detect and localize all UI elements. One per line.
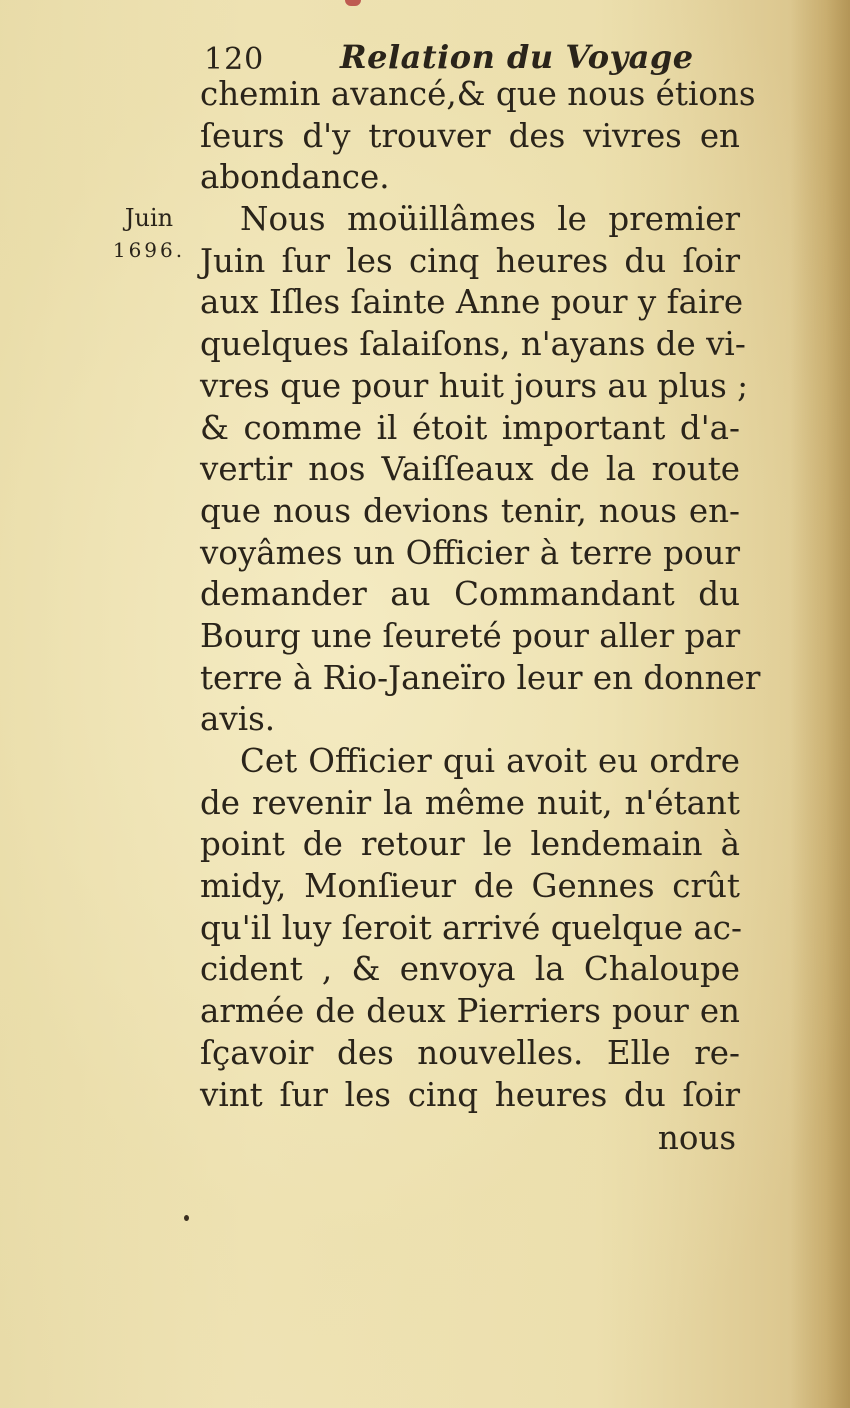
text-line: demander au Commandant du <box>200 575 740 614</box>
text-line: armée de deux Pierriers pour en <box>200 992 740 1031</box>
page-edge-shading <box>790 0 850 1408</box>
text-line: qu'il luy ſeroit arrivé quelque ac- <box>200 908 742 947</box>
text-line: abondance. <box>200 158 390 197</box>
margin-note-date <box>104 202 194 266</box>
text-line: que nous devions tenir, nous en- <box>200 491 740 530</box>
body-text <box>200 74 761 1116</box>
text-line: quelques ſalaiſons, n'ayans de vi- <box>200 325 746 364</box>
text-line: vres que pour huit jours au plus ; <box>200 366 749 405</box>
text-line: ſeurs d'y trouver des vivres en <box>200 116 740 155</box>
text-line: point de retour le lendemain à <box>200 825 740 864</box>
page-number: 120 <box>204 42 265 77</box>
text-line: midy, Monſieur de Gennes crût <box>200 867 740 906</box>
ink-speck <box>184 1215 189 1221</box>
text-line: aux Iſles ſainte Anne pour y faire <box>200 283 744 322</box>
margin-note-month: Juin <box>124 204 174 232</box>
text-line: chemin avancé,& que nous étions <box>200 75 756 113</box>
text-line: de revenir la même nuit, n'étant <box>200 783 740 822</box>
catchword: nous <box>657 1119 736 1157</box>
margin-note-year: 1696. <box>112 238 186 262</box>
text-line: vertir nos Vaiſſeaux de la route <box>200 450 740 489</box>
red-ribbon-mark <box>345 0 361 6</box>
text-line: Nous moüillâmes le premier <box>240 200 740 239</box>
text-line: & comme il étoit important d'a- <box>200 408 740 447</box>
text-line: Cet Officier qui avoit eu ordre <box>240 742 740 780</box>
text-line: ſçavoir des nouvelles. Elle re- <box>200 1033 740 1072</box>
text-line: vint ſur les cinq heures du ſoir <box>200 1075 740 1114</box>
text-line: cident , & envoya la Chaloupe <box>200 950 740 989</box>
text-line: Juin ſur les cinq heures du ſoir <box>200 241 740 280</box>
text-line: terre à Rio-Janeïro leur en donner <box>200 658 761 697</box>
text-line: avis. <box>200 700 276 739</box>
text-line: voyâmes un Officier à terre pour <box>200 533 740 572</box>
text-line: Bourg une ſeureté pour aller par <box>200 616 741 655</box>
running-title: Relation du Voyage <box>340 38 694 76</box>
